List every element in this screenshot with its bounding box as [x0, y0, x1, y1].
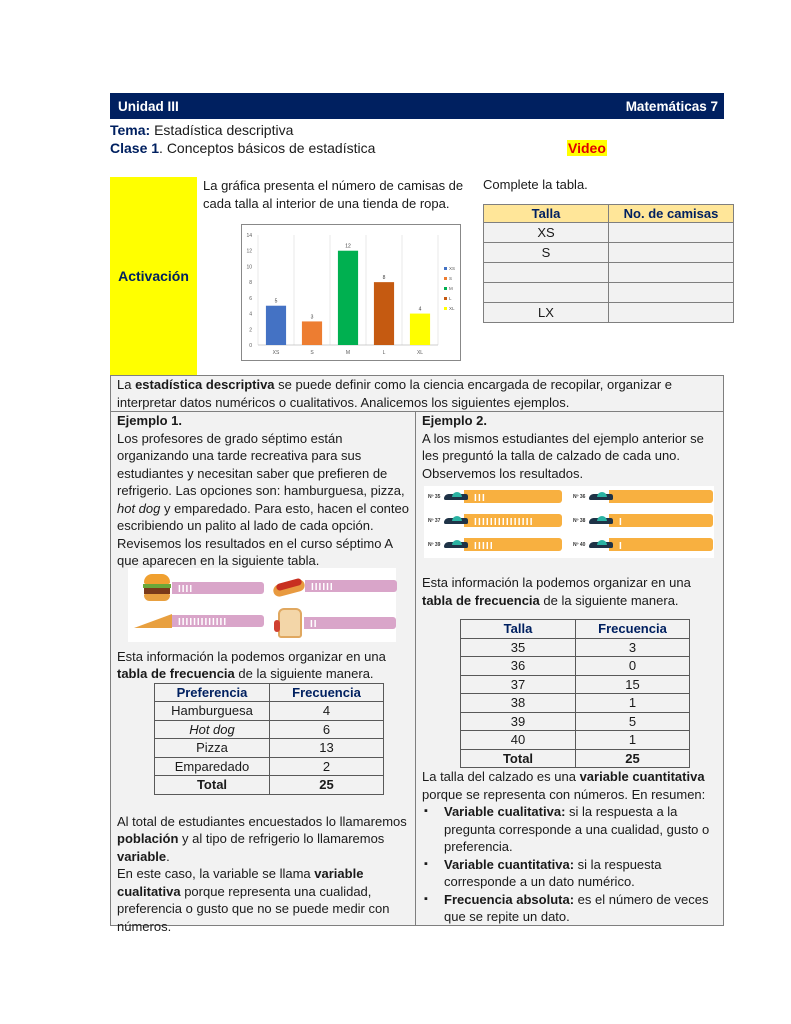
table-row	[461, 638, 690, 657]
intro-term: estadística descriptiva	[135, 377, 275, 392]
bar-l	[374, 282, 394, 345]
data-label: 3	[310, 314, 314, 321]
summary-item	[422, 803, 720, 856]
row-label-cell: XS	[484, 223, 609, 243]
example-1	[117, 412, 412, 935]
row-value-cell: 15	[576, 675, 690, 694]
row-label-cell: Emparedado	[155, 757, 270, 776]
example-1-paragraph-4	[117, 865, 412, 935]
row-value-cell: 4	[270, 702, 384, 721]
summary-definition: es el número de veces que se repite un dato.	[444, 891, 709, 924]
table-row	[155, 720, 384, 739]
shoe-tally-row	[428, 490, 562, 503]
row-label-cell: LX	[484, 303, 609, 323]
tally-row-pizza	[134, 614, 264, 628]
table-row	[484, 303, 734, 323]
data-label: 4	[418, 306, 422, 313]
tally-bar	[172, 615, 264, 627]
tally-marks: IIIIIIIIIIIII	[178, 617, 228, 628]
topic-value: Estadística descriptiva	[150, 122, 294, 138]
legend-label: XL	[449, 306, 455, 311]
row-label-cell: Hamburguesa	[155, 702, 270, 721]
total-label: Total	[155, 776, 270, 795]
table-row	[461, 731, 690, 750]
bar-xl	[410, 314, 430, 345]
row-value-cell: 1	[576, 731, 690, 750]
y-tick-label: 8	[249, 280, 252, 287]
total-row	[461, 749, 690, 768]
summary-item	[422, 856, 720, 891]
table-row	[461, 675, 690, 694]
row-label-cell: Hot dog	[155, 720, 270, 739]
row-value-cell: 13	[270, 739, 384, 758]
row-value-cell[interactable]	[609, 223, 734, 243]
food-tally-image	[128, 568, 396, 642]
tally-bar	[464, 490, 562, 503]
tally-marks: IIIIIIIIIIIIIII	[474, 517, 534, 528]
activation-label-box	[110, 177, 197, 375]
tally-marks: IIII	[178, 584, 194, 595]
x-tick-label: S	[310, 350, 314, 356]
example-1-paragraph-3	[117, 813, 412, 866]
legend-label: L	[449, 296, 452, 301]
total-value: 25	[576, 749, 690, 768]
text: Al total de estudiantes encuestados lo llamaremos	[117, 813, 407, 829]
row-value-cell[interactable]	[609, 243, 734, 263]
tally-bar	[304, 617, 396, 629]
row-value-cell: 6	[270, 720, 384, 739]
text: de la siguiente manera.	[539, 592, 679, 608]
legend-swatch	[444, 277, 447, 280]
table-row	[484, 243, 734, 263]
example-2-paragraph-3	[422, 768, 720, 803]
class-value: . Conceptos básicos de estadística	[159, 140, 376, 156]
legend-label: XS	[449, 266, 456, 271]
tally-marks: IIIII	[474, 541, 494, 552]
sneaker-icon	[444, 540, 468, 550]
row-label-cell: S	[484, 243, 609, 263]
text: En este caso, la variable se llama	[117, 866, 315, 881]
text: Esta información la podemos organizar en una	[422, 575, 691, 590]
burger-icon	[142, 574, 172, 602]
legend-swatch	[444, 287, 447, 290]
bar-chart-svg	[242, 225, 460, 360]
data-label: 8	[382, 275, 386, 282]
table-row	[484, 223, 734, 243]
total-label: Total	[461, 749, 576, 768]
col-header-frequency: Frecuencia	[576, 620, 690, 639]
sandwich-icon	[276, 606, 304, 640]
summary-item	[422, 891, 720, 926]
table-row	[461, 657, 690, 676]
legend-swatch	[444, 267, 447, 270]
table-row	[155, 757, 384, 776]
table-row	[484, 283, 734, 303]
example-1-title: Ejemplo 1.	[117, 413, 183, 428]
row-label-cell: 40	[461, 731, 576, 750]
summary-term: Frecuencia absoluta:	[444, 891, 575, 907]
video-link[interactable]: Video	[568, 140, 606, 156]
row-value-cell[interactable]	[609, 283, 734, 303]
x-tick-label: M	[345, 350, 351, 356]
shoe-size-label: Nº 40	[573, 541, 586, 548]
legend-label: M	[449, 286, 453, 291]
shirt-size-chart	[241, 224, 461, 361]
row-label-cell: 38	[461, 694, 576, 713]
unit-title: Unidad III	[118, 98, 179, 114]
x-tick-label: L	[382, 350, 386, 356]
complete-instruction: Complete la tabla.	[483, 177, 588, 192]
example-2-paragraph-2	[422, 574, 720, 609]
text-italic: hot dog	[117, 500, 161, 516]
row-value-cell[interactable]	[609, 263, 734, 283]
example-2-title: Ejemplo 2.	[422, 413, 488, 428]
tally-marks: I	[619, 517, 623, 528]
table-row	[484, 263, 734, 283]
tally-bar	[464, 514, 562, 527]
example-1-paragraph-2	[117, 648, 412, 683]
text-bold: variable cuantitativa	[579, 769, 705, 784]
tally-marks: IIIIII	[311, 582, 334, 593]
shoe-size-label: Nº 36	[573, 493, 586, 500]
y-tick-label: 4	[249, 311, 252, 318]
x-tick-label: XL	[416, 350, 424, 356]
text-bold: variable	[117, 848, 167, 864]
bar-m	[338, 251, 358, 345]
y-tick-label: 2	[249, 327, 252, 334]
topic-label: Tema:	[110, 122, 151, 138]
intro-post: se puede definir como la ciencia encargada de recopilar, organizar e interpretar datos numéricos o cualitativos. Analicemos los siguientes ejemplos.	[117, 377, 673, 410]
data-label: 5	[274, 298, 278, 305]
text: porque se representa con números. En resumen:	[422, 786, 706, 802]
y-tick-label: 10	[246, 264, 252, 271]
intro-text	[117, 376, 722, 412]
text: y emparedado. Para esto, hacen el conteo escribiendo un palito al lado de cada opción. Revisemos los resultados en el curso séptimo A que aparecen en la siguiente tabla.	[117, 500, 409, 568]
legend-label: S	[449, 276, 453, 281]
data-label: 12	[345, 243, 351, 250]
col-header-size: Talla	[484, 205, 609, 223]
shoe-size-label: Nº 38	[573, 517, 586, 524]
y-tick-label: 6	[249, 295, 252, 302]
tally-bar	[305, 580, 397, 592]
shoe-size-label: Nº 37	[428, 517, 441, 524]
header-bar	[110, 93, 724, 119]
text-bold: variable cualitativa	[117, 866, 364, 899]
activation-label: Activación	[118, 268, 189, 284]
row-value-cell: 2	[270, 757, 384, 776]
class-line	[110, 140, 375, 156]
summary-definition: si la respuesta a la pregunta corresponde a una cualidad, gusto o preferencia.	[444, 804, 710, 854]
column-divider	[415, 411, 416, 926]
shoe-tally-image	[424, 486, 714, 558]
row-label-cell: 35	[461, 638, 576, 657]
table-row	[155, 702, 384, 721]
text: porque representa una cualidad, preferencia o gusto que no se puede medir con números.	[117, 883, 390, 934]
table-row	[461, 712, 690, 731]
row-value-cell[interactable]	[609, 303, 734, 323]
total-value: 25	[270, 776, 384, 795]
col-header-preference: Preferencia	[155, 683, 270, 702]
subject-title: Matemáticas 7	[625, 98, 718, 114]
text: y al tipo de refrigerio lo llamaremos	[178, 831, 385, 846]
shoe-tally-row	[573, 538, 713, 551]
row-label-cell: 37	[461, 675, 576, 694]
legend-swatch	[444, 297, 447, 300]
text-bold: tabla de frecuencia	[117, 666, 235, 681]
tally-marks: III	[474, 493, 486, 504]
topic-line	[110, 122, 293, 138]
y-tick-label: 14	[246, 233, 252, 239]
table-row	[155, 739, 384, 758]
activation-description: La gráfica presenta el número de camisas de cada talla al interior de una tienda de ropa.	[203, 178, 464, 211]
shoe-tally-row	[428, 514, 562, 527]
text: .	[166, 848, 170, 864]
summary-definition: si la respuesta corresponde a un dato numérico.	[444, 856, 662, 889]
tally-row-burger	[142, 574, 264, 602]
shoe-size-label: Nº 35	[428, 493, 441, 500]
text-bold: tabla de frecuencia	[422, 592, 540, 608]
row-label-cell	[484, 283, 609, 303]
hotdog-icon	[273, 576, 305, 596]
tally-row-sandwich	[276, 606, 396, 640]
row-value-cell: 1	[576, 694, 690, 713]
sneaker-icon	[589, 516, 613, 526]
row-value-cell: 5	[576, 712, 690, 731]
shoe-size-label: Nº 39	[428, 541, 441, 548]
summary-term: Variable cuantitativa:	[444, 856, 575, 872]
sneaker-icon	[589, 492, 613, 502]
row-label-cell: 39	[461, 712, 576, 731]
summary-term: Variable cualitativa:	[444, 804, 566, 819]
table-row	[461, 694, 690, 713]
tally-bar	[609, 490, 713, 503]
text-bold: población	[117, 831, 179, 846]
text: Los profesores de grado séptimo están organizando una tarde recreativa para sus estudiantes y necesitan saber que prefieren de refrigerio. Las opciones son: hamburguesa, pizza,	[117, 430, 405, 498]
total-row	[155, 776, 384, 795]
y-tick-label: 0	[249, 343, 252, 349]
class-label: Clase 1	[110, 140, 160, 156]
tally-bar	[609, 538, 713, 551]
row-label-cell: 36	[461, 657, 576, 676]
sneaker-icon	[589, 540, 613, 550]
bar-xs	[266, 306, 286, 345]
shirt-table	[483, 204, 734, 323]
row-value-cell: 3	[576, 638, 690, 657]
row-label-cell: Pizza	[155, 739, 270, 758]
text: Esta información la podemos organizar en una	[117, 648, 386, 664]
shoe-tally-row	[428, 538, 562, 551]
tally-bar	[609, 514, 713, 527]
text: La talla del calzado es una	[422, 769, 580, 784]
col-header-size: Talla	[461, 620, 576, 639]
col-header-count: No. de camisas	[609, 205, 734, 223]
sneaker-icon	[444, 492, 468, 502]
shoe-tally-row	[573, 490, 713, 503]
intro-pre: La	[117, 377, 136, 392]
tally-bar	[172, 582, 264, 594]
pizza-icon	[134, 614, 172, 628]
y-tick-label: 12	[246, 248, 252, 255]
summary-list	[422, 803, 720, 926]
food-frequency-table	[154, 683, 384, 795]
tally-bar	[464, 538, 562, 551]
x-tick-label: XS	[272, 350, 280, 356]
sneaker-icon	[444, 516, 468, 526]
tally-marks: I	[619, 541, 623, 552]
tally-marks: II	[310, 619, 318, 630]
text: de la siguiente manera.	[234, 666, 374, 681]
row-value-cell: 0	[576, 657, 690, 676]
col-header-frequency: Frecuencia	[270, 683, 384, 702]
example-1-paragraph	[117, 430, 412, 570]
row-label-cell	[484, 263, 609, 283]
shoe-tally-row	[573, 514, 713, 527]
example-2-paragraph: A los mismos estudiantes del ejemplo anterior se les preguntó la talla de calzado de cada uno. Observemos los resultados.	[422, 430, 704, 481]
tally-row-hotdog	[273, 576, 397, 596]
legend-swatch	[444, 307, 447, 310]
bar-s	[302, 321, 322, 345]
shoe-frequency-table	[460, 619, 690, 768]
